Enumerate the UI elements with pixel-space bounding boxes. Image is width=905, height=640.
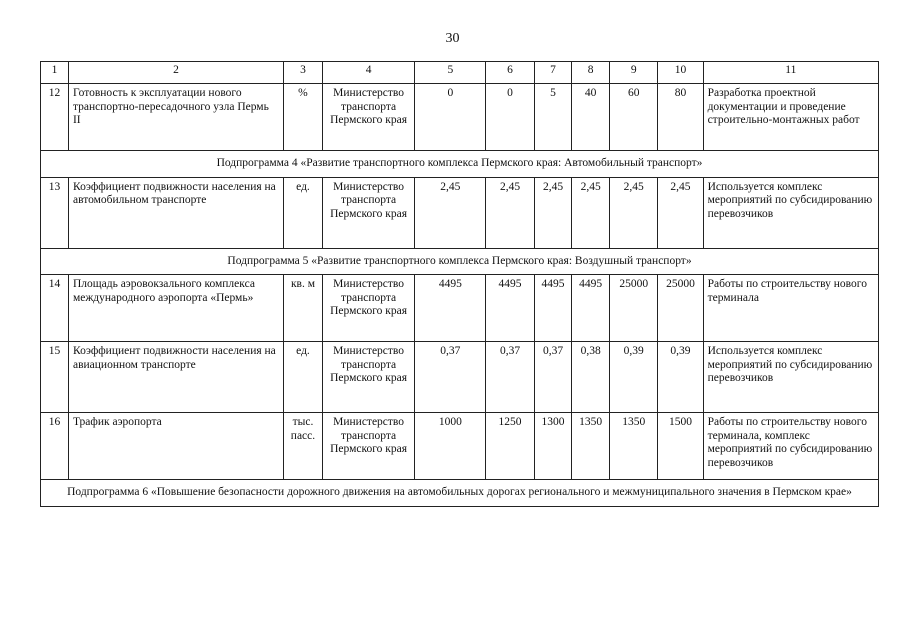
value-cell: 40 (572, 84, 610, 151)
value-cell: 0,39 (610, 342, 658, 413)
table-row (41, 275, 879, 342)
row-number: 16 (41, 413, 69, 480)
row-number: 13 (41, 177, 69, 248)
table-row (41, 413, 879, 480)
value-cell: 2,45 (534, 177, 572, 248)
header-cell: 1 (41, 62, 69, 84)
value-cell: 0,37 (534, 342, 572, 413)
comment: Используется комплекс мероприятий по субсидированию перевозчиков (703, 177, 878, 248)
value-cell: 2,45 (658, 177, 703, 248)
value-cell: 0,37 (486, 342, 534, 413)
header-row (41, 62, 879, 84)
subprogram-row (41, 480, 879, 507)
indicator-name: Коэффициент подвижности населения на авиационном транспорте (68, 342, 283, 413)
table-row (41, 177, 879, 248)
value-cell: 80 (658, 84, 703, 151)
table-row (41, 84, 879, 151)
value-cell: 0 (486, 84, 534, 151)
value-cell: 0,39 (658, 342, 703, 413)
unit: тыс. пасс. (284, 413, 323, 480)
value-cell: 1000 (415, 413, 486, 480)
value-cell: 5 (534, 84, 572, 151)
header-cell: 5 (415, 62, 486, 84)
header-cell: 7 (534, 62, 572, 84)
row-number: 12 (41, 84, 69, 151)
indicators-table (40, 61, 879, 507)
header-cell: 6 (486, 62, 534, 84)
value-cell: 2,45 (415, 177, 486, 248)
value-cell: 0,38 (572, 342, 610, 413)
header-cell: 11 (703, 62, 878, 84)
subprogram-title: Подпрограмма 4 «Развитие транспортного комплекса Пермского края: Автомобильный транспорт» (41, 151, 879, 178)
value-cell: 1350 (610, 413, 658, 480)
comment: Используется комплекс мероприятий по субсидированию перевозчиков (703, 342, 878, 413)
indicator-name: Коэффициент подвижности населения на автомобильном транспорте (68, 177, 283, 248)
header-cell: 10 (658, 62, 703, 84)
responsible: Министерство транспорта Пермского края (322, 342, 415, 413)
header-cell: 9 (610, 62, 658, 84)
header-cell: 8 (572, 62, 610, 84)
page-number: 30 (445, 31, 460, 46)
value-cell: 25000 (610, 275, 658, 342)
value-cell: 0 (415, 84, 486, 151)
indicator-name: Готовность к эксплуатации нового транспортно-пересадочного узла Пермь II (68, 84, 283, 151)
unit: кв. м (284, 275, 323, 342)
value-cell: 4495 (486, 275, 534, 342)
value-cell: 1250 (486, 413, 534, 480)
responsible: Министерство транспорта Пермского края (322, 177, 415, 248)
row-number: 14 (41, 275, 69, 342)
unit: % (284, 84, 323, 151)
unit: ед. (284, 342, 323, 413)
value-cell: 2,45 (572, 177, 610, 248)
comment: Работы по строительству нового терминала, комплекс мероприятий по субсидированию перевозчиков (703, 413, 878, 480)
value-cell: 1300 (534, 413, 572, 480)
value-cell: 25000 (658, 275, 703, 342)
comment: Разработка проектной документации и проведение строительно-монтажных работ (703, 84, 878, 151)
row-number: 15 (41, 342, 69, 413)
subprogram-title: Подпрограмма 6 «Повышение безопасности дорожного движения на автомобильных дорогах регионального и межмуниципального значения в Пермском крае» (41, 480, 879, 507)
responsible: Министерство транспорта Пермского края (322, 413, 415, 480)
value-cell: 1350 (572, 413, 610, 480)
value-cell: 2,45 (486, 177, 534, 248)
value-cell: 0,37 (415, 342, 486, 413)
value-cell: 1500 (658, 413, 703, 480)
table-row (41, 342, 879, 413)
header-cell: 4 (322, 62, 415, 84)
subprogram-row (41, 248, 879, 275)
responsible: Министерство транспорта Пермского края (322, 275, 415, 342)
value-cell: 4495 (415, 275, 486, 342)
value-cell: 4495 (572, 275, 610, 342)
subprogram-title: Подпрограмма 5 «Развитие транспортного комплекса Пермского края: Воздушный транспорт» (41, 248, 879, 275)
value-cell: 4495 (534, 275, 572, 342)
value-cell: 60 (610, 84, 658, 151)
indicator-name: Трафик аэропорта (68, 413, 283, 480)
indicator-name: Площадь аэровокзального комплекса международного аэропорта «Пермь» (68, 275, 283, 342)
header-cell: 3 (284, 62, 323, 84)
value-cell: 2,45 (610, 177, 658, 248)
comment: Работы по строительству нового терминала (703, 275, 878, 342)
responsible: Министерство транспорта Пермского края (322, 84, 415, 151)
header-cell: 2 (68, 62, 283, 84)
unit: ед. (284, 177, 323, 248)
subprogram-row (41, 151, 879, 178)
